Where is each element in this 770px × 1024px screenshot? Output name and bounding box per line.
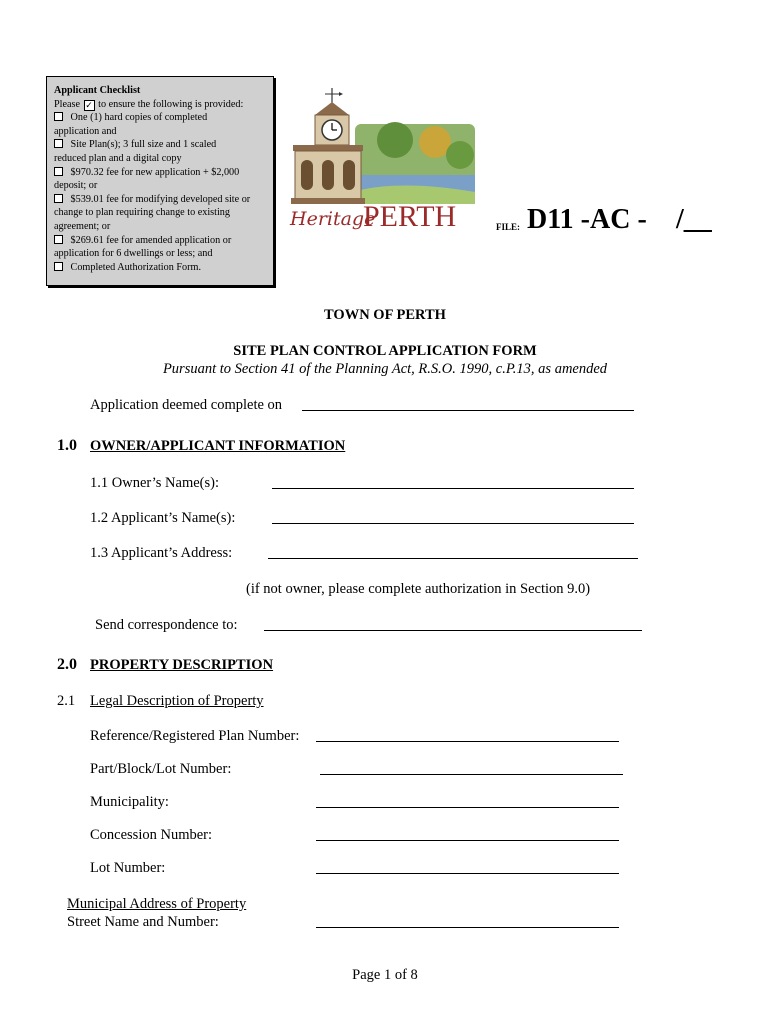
checklist-items xyxy=(54,111,273,274)
file-number: D11 -AC - xyxy=(527,204,647,235)
checklist-item-line xyxy=(54,193,273,207)
reference-plan-field[interactable] xyxy=(316,741,619,742)
complete-date-field[interactable] xyxy=(302,410,634,411)
checklist-item-text: Completed Authorization Form. xyxy=(70,261,201,273)
concession-field[interactable] xyxy=(316,840,619,841)
checklist-item-line xyxy=(54,138,273,152)
heritage-perth-logo xyxy=(285,80,485,230)
town-heading: TOWN OF PERTH xyxy=(324,307,446,323)
applicant-address-field[interactable] xyxy=(268,558,638,559)
checklist-title: Applicant Checklist xyxy=(54,85,141,96)
municipality-label: Municipality: xyxy=(90,794,169,810)
checklist-item-line xyxy=(54,220,273,234)
checklist-item-line xyxy=(54,166,273,180)
checkbox-icon[interactable] xyxy=(54,112,63,121)
checklist-item-text: $269.61 fee for amended application or xyxy=(70,234,232,246)
checklist-item-line xyxy=(54,206,273,220)
part-lot-label: Part/Block/Lot Number: xyxy=(90,761,232,777)
owner-name-label: 1.1 Owner’s Name(s): xyxy=(90,475,219,491)
logo-script-text: Heritage xyxy=(290,208,376,230)
reference-plan-label: Reference/Registered Plan Number: xyxy=(90,728,300,744)
section2-title: PROPERTY DESCRIPTION xyxy=(90,657,274,673)
checklist-intro xyxy=(54,98,273,112)
applicant-name-label: 1.2 Applicant’s Name(s): xyxy=(90,510,236,526)
file-number-suffix: /__ xyxy=(676,204,712,235)
logo-main-text: PERTH xyxy=(363,200,457,230)
owner-name-field[interactable] xyxy=(272,488,634,489)
checklist-item-line xyxy=(54,111,273,125)
checklist-item-text: deposit; or xyxy=(54,180,98,192)
part-lot-field[interactable] xyxy=(320,774,623,775)
section2-number: 2.0 xyxy=(57,656,77,673)
checklist-item-line xyxy=(54,152,273,166)
checkmark-icon: ✓ xyxy=(85,99,93,110)
page-number: Page 1 of 8 xyxy=(352,967,418,983)
checklist-intro-after: to ensure the following is provided: xyxy=(98,98,244,110)
checklist-item-line xyxy=(54,234,273,248)
form-subtitle: Pursuant to Section 41 of the Planning Act, R.S.O. 1990, c.P.13, as amended xyxy=(162,361,608,377)
checklist-item-text: change to plan requiring change to existing xyxy=(54,207,230,219)
checklist-item-text: application and xyxy=(54,125,117,137)
authorization-note: (if not owner, please complete authorization in Section 9.0) xyxy=(246,581,591,597)
complete-label: Application deemed complete on xyxy=(90,397,283,413)
section1-number: 1.0 xyxy=(57,437,77,454)
checklist-item-line xyxy=(54,247,273,261)
concession-label: Concession Number: xyxy=(90,827,213,843)
subsection-title: Legal Description of Property xyxy=(90,693,264,709)
checklist-item-line xyxy=(54,261,273,275)
municipal-address-heading: Municipal Address of Property xyxy=(67,896,247,912)
street-label: Street Name and Number: xyxy=(67,914,219,930)
lot-number-label: Lot Number: xyxy=(90,860,166,876)
municipality-field[interactable] xyxy=(316,807,619,808)
section1-title: OWNER/APPLICANT INFORMATION xyxy=(90,438,346,454)
checklist-item-text: $539.01 fee for modifying developed site or xyxy=(70,193,251,205)
checklist-intro-before: Please xyxy=(54,98,81,110)
checklist-item-text: Site Plan(s); 3 full size and 1 scaled xyxy=(70,139,217,151)
form-title: SITE PLAN CONTROL APPLICATION FORM xyxy=(233,343,537,359)
checklist-item-line xyxy=(54,179,273,193)
checklist-item-text: agreement; or xyxy=(54,220,111,232)
lot-number-field[interactable] xyxy=(316,873,619,874)
checklist-item-text: application for 6 dwellings or less; and xyxy=(54,248,213,260)
checkbox-icon[interactable] xyxy=(54,139,63,148)
checkbox-icon[interactable] xyxy=(54,194,63,203)
checklist-item-text: One (1) hard copies of completed xyxy=(70,112,208,124)
correspondence-field[interactable] xyxy=(264,630,642,631)
checkbox-icon[interactable] xyxy=(54,235,63,244)
file-label: FILE: xyxy=(496,222,521,232)
applicant-address-label: 1.3 Applicant’s Address: xyxy=(90,545,233,561)
checklist-item-text: reduced plan and a digital copy xyxy=(54,152,182,164)
checkbox-icon[interactable] xyxy=(54,167,63,176)
correspondence-label: Send correspondence to: xyxy=(95,617,238,633)
applicant-checklist-box xyxy=(46,76,274,286)
checkbox-icon[interactable] xyxy=(54,262,63,271)
checklist-item-text: $970.32 fee for new application + $2,000 xyxy=(70,166,240,178)
applicant-name-field[interactable] xyxy=(272,523,634,524)
checklist-item-line xyxy=(54,125,273,139)
street-field[interactable] xyxy=(316,927,619,928)
subsection-number: 2.1 xyxy=(57,693,76,709)
